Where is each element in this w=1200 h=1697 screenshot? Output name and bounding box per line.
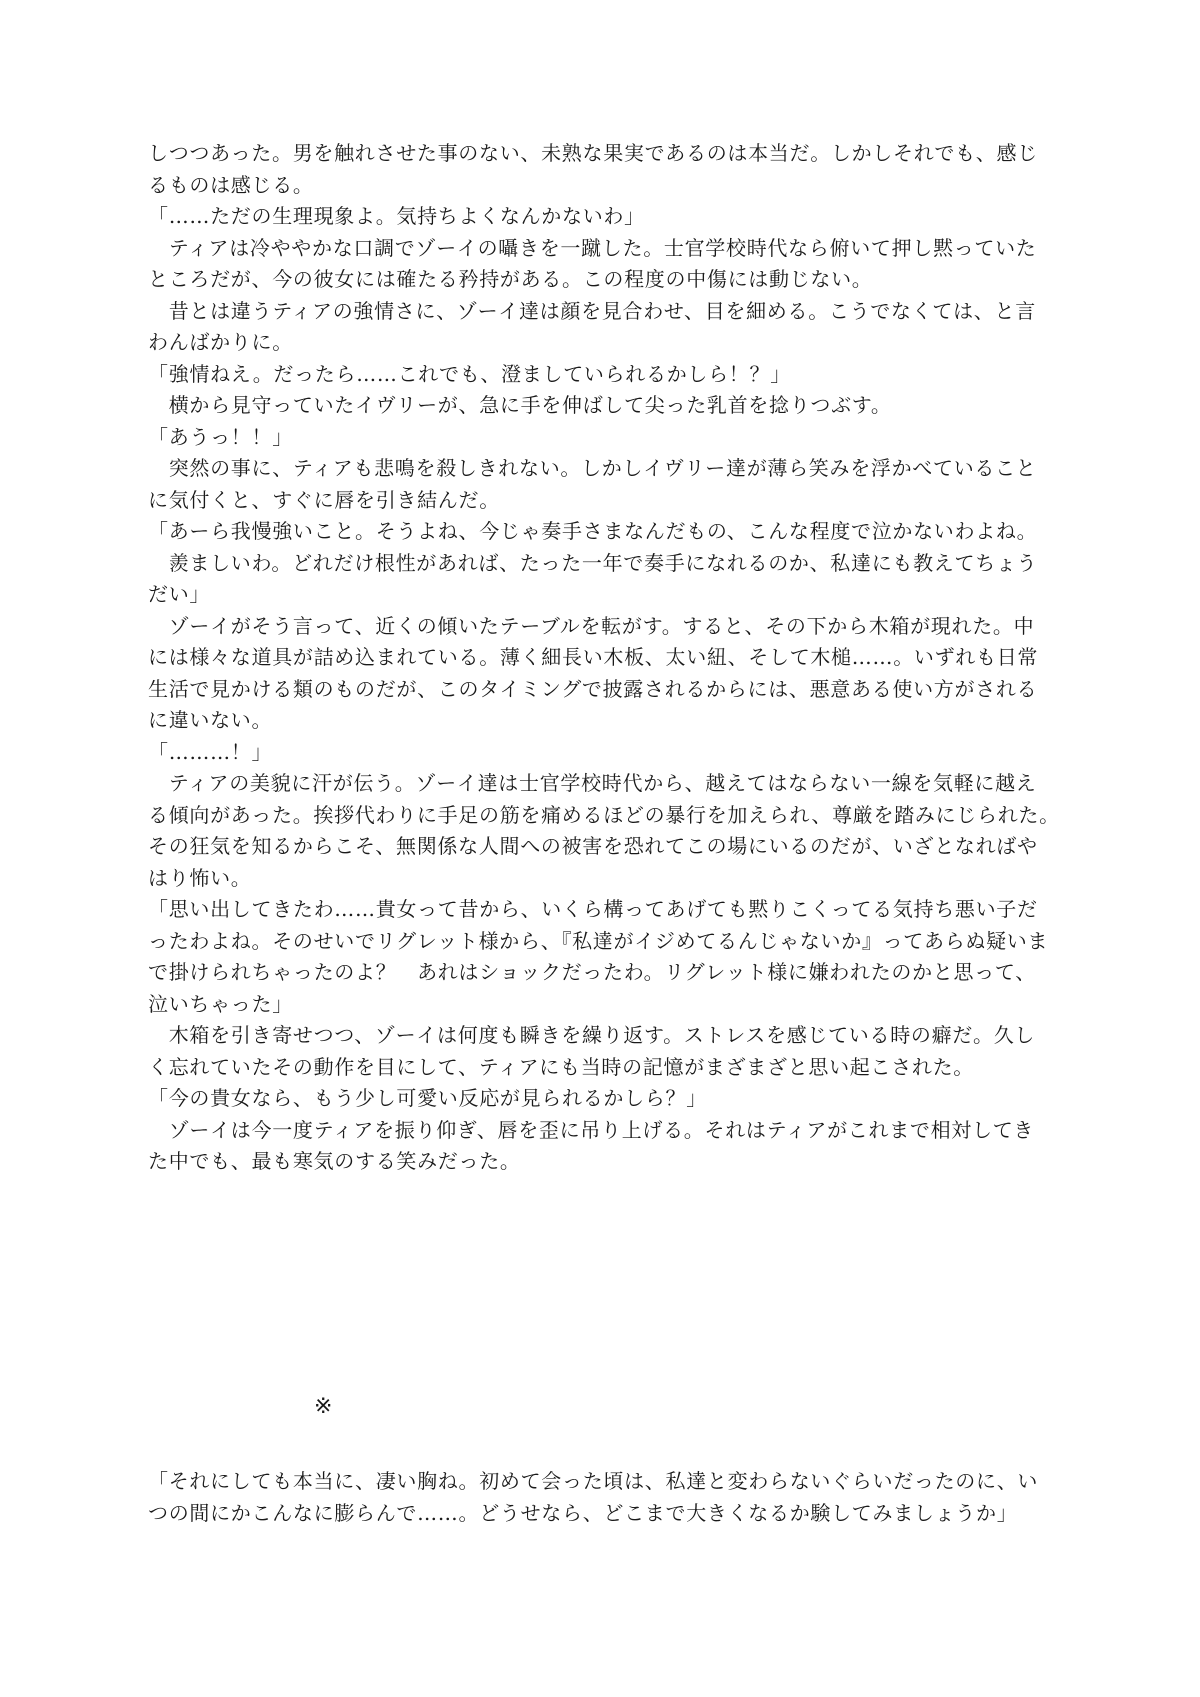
text-line: 泣いちゃった」 [148, 991, 293, 1016]
text-line: く忘れていたその動作を目にして、ティアにも当時の記憶がまざまざと思い起こされた。 [148, 1054, 974, 1079]
text-line: はり怖い。 [148, 865, 252, 890]
text-line: その狂気を知るからこそ、無関係な人間への被害を恐れてこの場にいるのだが、いざとなればや [148, 834, 1038, 858]
text-line: ゾーイは今一度ティアを振り仰ぎ、唇を歪に吊り上げる。それはティアがこれまで相対してき [148, 1117, 1035, 1142]
text-line: 「それにしても本当に、凄い胸ね。初めて会った頃は、私達と変わらないぐらいだったのに、い [148, 1469, 1039, 1493]
text-line: 突然の事に、ティアも悲鳴を殺しきれない。しかしイヴリー達が薄ら笑みを浮かべていること [148, 456, 1037, 480]
text-line: わんばかりに。 [148, 330, 293, 354]
text-line: 「思い出してきたわ……貴女って昔から、いくら構ってあげても黙りこくってる気持ち悪い子だ [148, 897, 1038, 921]
text-line: 昔とは違うティアの強情さに、ゾーイ達は顔を見合わせ、目を細める。こうでなくては、と言 [148, 298, 1036, 323]
text-line: 生活で見かける類のものだが、このタイミングで披露されるからには、悪意ある使い方がされる [148, 676, 1038, 701]
text-line: ティアの美貌に汗が伝う。ゾーイ達は士官学校時代から、越えてはならない一線を気軽に越え [148, 771, 1037, 795]
text-line: に気付くと、すぐに唇を引き結んだ。 [148, 487, 500, 512]
text-line: 羨ましいわ。どれだけ根性があれば、たった一年で奏手になれるのか、私達にも教えてちょう [148, 550, 1038, 575]
text-line: に違いない。 [148, 708, 273, 732]
text-line: る傾向があった。挨拶代わりに手足の筋を痛めるほどの暴行を加えられ、尊厳を踏みにじられた。 [148, 802, 1060, 827]
text-line: 「……ただの生理現象よ。気持ちよくなんかないわ」 [148, 204, 645, 228]
body-text-section-2 [148, 1465, 1068, 1528]
text-line: 「………！」 [148, 739, 273, 764]
text-line: ところだが、今の彼女には確たる矜持がある。この程度の中傷には動じない。 [148, 267, 873, 291]
text-line: 「強情ねえ。だったら……これでも、澄ましていられるかしら！？」 [148, 361, 791, 386]
text-line: 「今の貴女なら、もう少し可愛い反応が見られるかしら？」 [148, 1086, 707, 1110]
text-line: 「あーら我慢強いこと。そうよね、今じゃ奏手さまなんだもの、こんな程度で泣かないわよね。 [148, 519, 1038, 543]
text-line: 木箱を引き寄せつつ、ゾーイは何度も瞬きを繰り返す。ストレスを感じている時の癖だ。久し [148, 1023, 1036, 1047]
text-line: るものは感じる。 [148, 172, 314, 197]
text-line: だい」 [148, 582, 211, 606]
text-line: には様々な道具が詰め込まれている。薄く細長い木板、太い紐、そして木槌……。いずれも日常 [148, 645, 1039, 669]
body-text-section-1 [148, 138, 1068, 1178]
text-line: つの間にかこんなに膨らんで……。どうせなら、どこまで大きくなるか験してみましょうか」 [148, 1500, 1018, 1525]
text-line: で掛けられちゃったのよ？ あれはショックだったわ。リグレット様に嫌われたのかと思って、 [148, 960, 1036, 984]
text-line: 「あうっ！！」 [148, 424, 293, 449]
text-line: しつつあった。男を触れさせた事のない、未熟な果実であるのは本当だ。しかしそれでも、感じ [148, 141, 1038, 165]
text-line: ティアは冷ややかな口調でゾーイの囁きを一蹴した。士官学校時代なら俯いて押し黙っていた [148, 235, 1037, 260]
section-separator: ※ [314, 1394, 333, 1419]
text-line: 横から見守っていたイヴリーが、急に手を伸ばして尖った乳首を捻りつぶす。 [148, 393, 892, 417]
text-line: ゾーイがそう言って、近くの傾いたテーブルを転がす。すると、その下から木箱が現れた。中 [148, 613, 1035, 638]
text-line: ったわよね。そのせいでリグレット様から、『私達がイジめてるんじゃないか』ってあらぬ疑いま [148, 928, 1049, 953]
text-line: た中でも、最も寒気のする笑みだった。 [148, 1149, 521, 1173]
